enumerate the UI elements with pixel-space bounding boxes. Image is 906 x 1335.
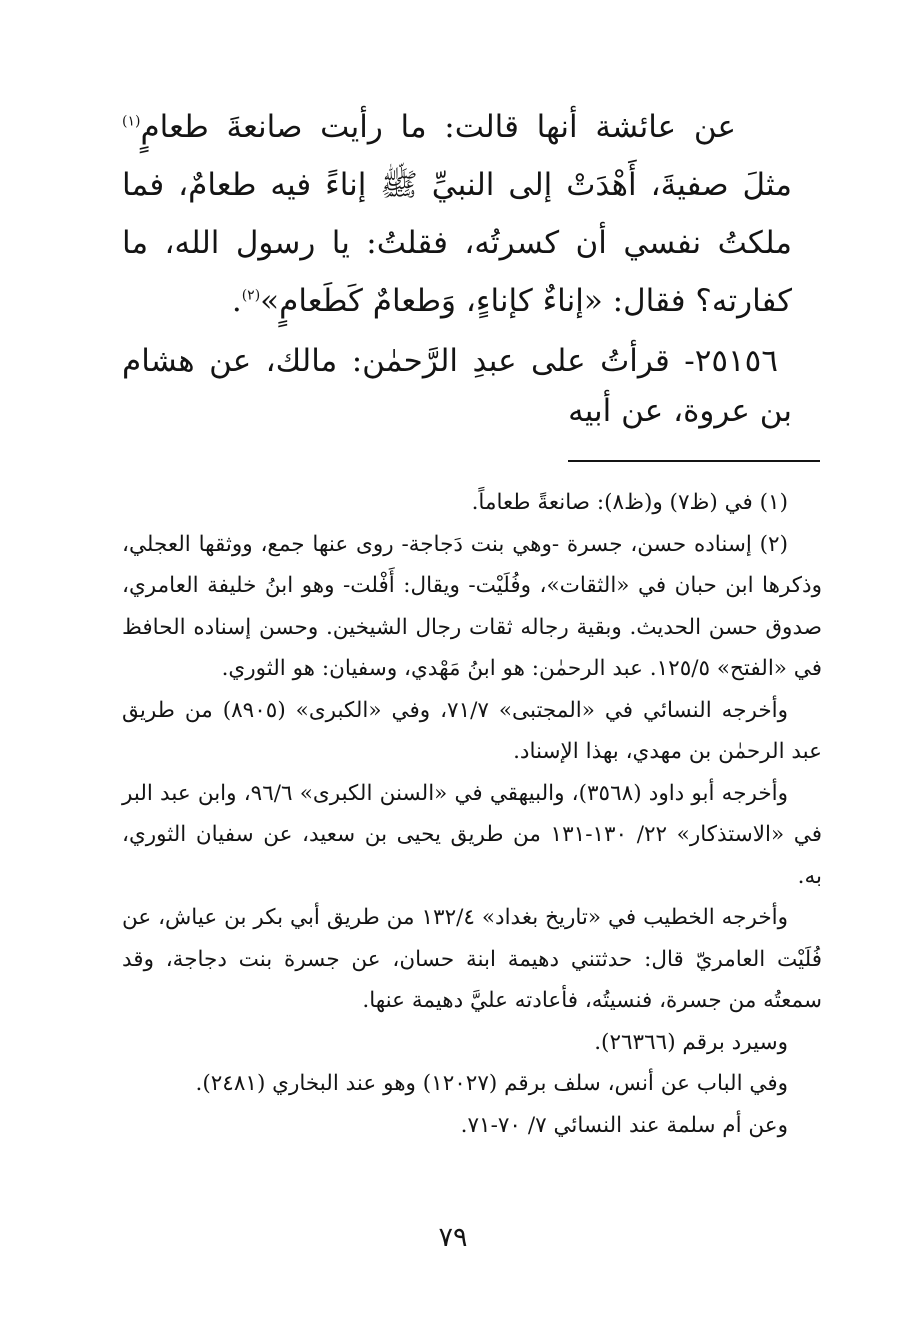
hadith-text-start: عن عائشة أنها قالت: ما رأيت صانعةَ طعامٍ [140, 109, 736, 145]
footnote-2: (٢) إسناده حسن، جسرة -وهي بنت دَجاجة- روى عنها جمع، ووثقها العجلي، وذكرها ابن حبان في «الثقات»، وفُلَيْت- ويقال: أَفْلت- وهو ابنُ خليفة العامري، صدوق حسن الحديث. وبقية رجاله ثقات رجال الشيخين. وحسن إسناده الحافظ في «الفتح» ١٢٥/٥. عبد الرحمٰن: هو ابنُ مَهْدي، وسفيان: هو الثوري. [122, 531, 822, 681]
hadith-text-rest: مثلَ صفيةَ، أَهْدَتْ إلى النبيِّ ﷺ إناءً فيه طعامٌ، فما ملكتُ نفسي أن كسرتُه، فقلتُ: يا رسول الله، ما كفارته؟ فقال: «إناءٌ كإناءٍ، وَطعامٌ كَطَعامٍ» [122, 167, 792, 319]
footnote-marker-2: (٢) [241, 287, 261, 304]
footnote-2-cross-ref: وسيرد برقم (٢٦٣٦٦). [594, 1029, 788, 1055]
footnote-2-nasai: وأخرجه النسائي في «المجتبى» ٧١/٧، وفي «الكبرى» (٨٩٠٥) من طريق عبد الرحمٰن بن مهدي، بهذا الإسناد. [122, 697, 822, 764]
footnote-2-umm-salama: وعن أم سلمة عند النسائي ٧/ ٧٠-٧١. [460, 1112, 788, 1138]
footnotes [122, 482, 822, 1146]
footnote-separator [568, 460, 820, 462]
footnote-2-abudawud: وأخرجه أبو داود (٣٥٦٨)، والبيهقي في «السنن الكبرى» ٩٦/٦، وابن عبد البر في «الاستذكار» ٢٢/ ١٣٠-١٣١ من طريق يحيى بن سعيد، عن سفيان الثوري، به. [122, 780, 822, 889]
footnote-1: (١) في (ظ٧) و(ظ٨): صانعةً طعاماً. [471, 490, 788, 515]
page-number: ٧٩ [438, 1222, 468, 1253]
hadith-paragraph [122, 98, 792, 330]
main-text [122, 98, 792, 436]
footnote-2-anas: وفي الباب عن أنس، سلف برقم (١٢٠٢٧) وهو عند البخاري (٢٤٨١). [195, 1071, 788, 1096]
isnad-paragraph: ٢٥١٥٦- قرأتُ على عبدِ الرَّحمٰن: مالك، عن هشام بن عروة، عن أبيه [122, 343, 792, 429]
footnote-marker-1: (١) [122, 113, 141, 130]
footnote-2-khatib: وأخرجه الخطيب في «تاريخ بغداد» ١٣٢/٤ من طريق أبي بكر بن عياش، عن فُلَيْت العامريّ قال: حدثتني دهيمة ابنة حسان، عن جسرة بنت دجاجة، وقد سمعتُه من جسرة، فنسيتُه، فأعادته عليَّ دهيمة عنها. [122, 905, 822, 1013]
hadith-text-end: . [231, 283, 242, 319]
